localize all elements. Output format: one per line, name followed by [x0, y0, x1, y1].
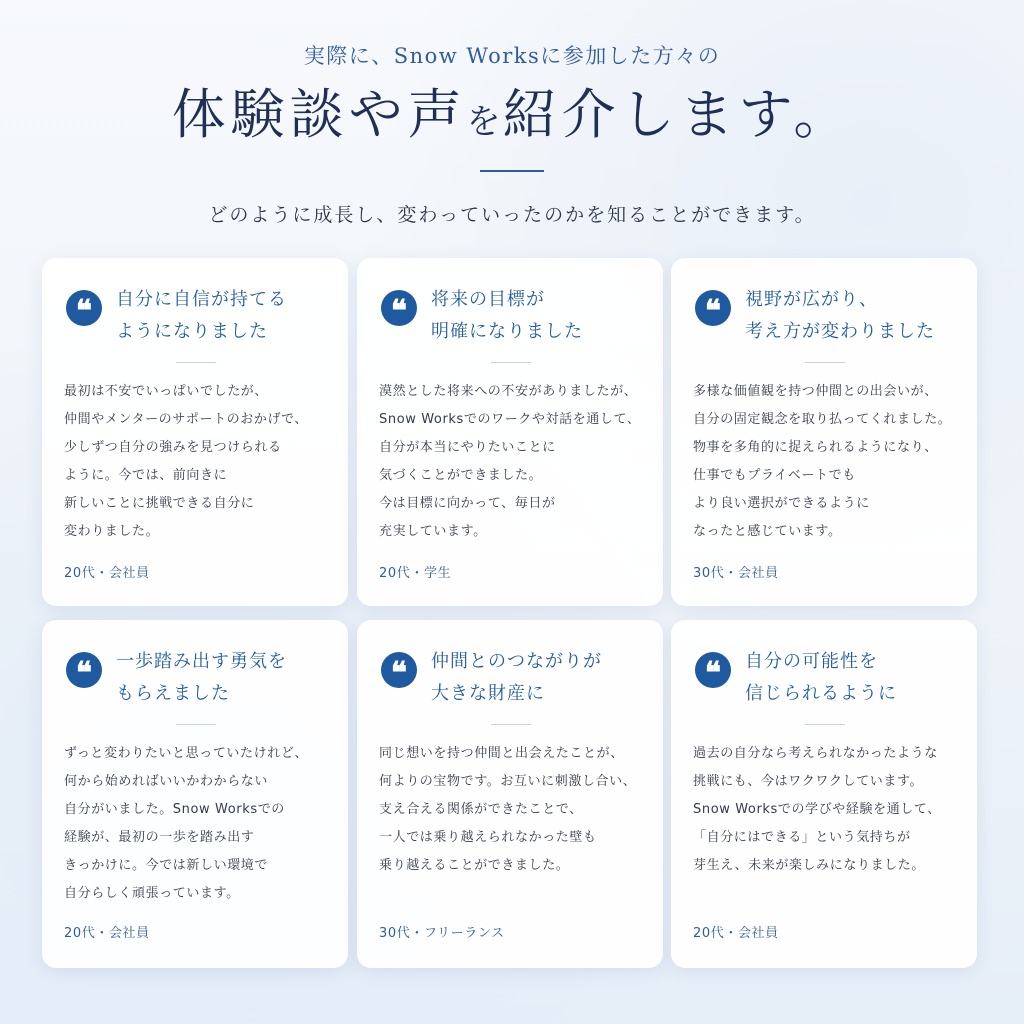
- card-body-line: 何よりの宝物です。お互いに刺激し合い、: [379, 774, 637, 789]
- card-body-line: 何から始めればいいかわからない: [64, 774, 269, 789]
- card-body-line: 過去の自分なら考えられなかったような: [693, 746, 938, 761]
- card-body-line: 自分の固定観念を取り払ってくれました。: [693, 412, 952, 427]
- card-body: [379, 740, 661, 880]
- card-body-line: 「自分にはできる」という気持ちが: [693, 830, 911, 845]
- card-body-line: 自分が本当にやりたいことに: [379, 440, 556, 455]
- card-title: [116, 646, 342, 710]
- card-body-line: なったと感じています。: [693, 524, 842, 539]
- card-body: [693, 740, 975, 880]
- quote-icon: ❝: [381, 652, 417, 688]
- card-title-line: 一歩踏み出す勇気を: [116, 651, 287, 672]
- card-body-line: 充実しています。: [379, 524, 487, 539]
- card-title-line: 視野が広がり、: [745, 289, 878, 310]
- card-body: [64, 740, 346, 908]
- card-body-line: 漠然とした将来への不安がありましたが、: [379, 384, 638, 399]
- card-body-line: Snow Worksでのワークや対話を通して、: [379, 412, 641, 427]
- card-body-line: 気づくことができました。: [379, 468, 543, 483]
- card-body-line: きっかけに。今では新しい環境で: [64, 858, 269, 873]
- card-attribution: 20代・学生: [379, 566, 452, 581]
- card-body-line: Snow Worksでの学びや経験を通して、: [693, 802, 941, 817]
- card-title: [745, 284, 971, 348]
- card-attribution: 20代・会社員: [64, 926, 150, 941]
- quote-icon: ❝: [66, 290, 102, 326]
- card-body-line: 芽生え、未来が楽しみになりました。: [693, 858, 925, 873]
- card-title-line: ようになりました: [116, 321, 268, 342]
- card-body-line: 挑戦にも、今はワクワクしています。: [693, 774, 924, 789]
- card-divider: [805, 724, 845, 725]
- testimonial-card-5: [357, 620, 663, 968]
- card-body-line: 自分がいました。Snow Worksでの: [64, 802, 285, 817]
- card-body-line: ずっと変わりたいと思っていたけれど、: [64, 746, 309, 761]
- card-title-line: 自分の可能性を: [745, 651, 878, 672]
- card-body-line: 仲間やメンターのサポートのおかげで、: [64, 412, 309, 427]
- lead-text: 実際に、Snow Worksに参加した方々の: [303, 44, 721, 68]
- card-title: [431, 284, 657, 348]
- card-title-line: もらえました: [116, 683, 230, 704]
- testimonial-card-1: [42, 258, 348, 606]
- card-divider: [176, 724, 216, 725]
- card-divider: [176, 362, 216, 363]
- quote-icon: ❝: [695, 290, 731, 326]
- card-title-line: 信じられるように: [745, 683, 897, 704]
- testimonial-card-6: [671, 620, 977, 968]
- card-title-line: 大きな財産に: [431, 683, 545, 704]
- card-body-line: ように。今では、前向きに: [64, 468, 228, 483]
- card-body-line: 同じ想いを持つ仲間と出会えたことが、: [379, 746, 624, 761]
- card-body-line: 最初は不安でいっぱいでしたが、: [64, 384, 269, 399]
- card-body-line: 少しずつ自分の強みを見つけられる: [64, 440, 282, 455]
- quote-icon: ❝: [381, 290, 417, 326]
- card-body: [693, 378, 975, 546]
- title-part-2: 紹介します。: [502, 83, 853, 146]
- card-body-line: 乗り越えることができました。: [379, 858, 570, 873]
- card-title-line: 考え方が変わりました: [745, 321, 935, 342]
- card-body-line: 一人では乗り越えられなかった壁も: [379, 830, 597, 845]
- card-body: [64, 378, 346, 546]
- title-particle: を: [466, 102, 503, 142]
- testimonial-card-4: [42, 620, 348, 968]
- card-title-line: 仲間とのつながりが: [431, 651, 602, 672]
- card-attribution: 20代・会社員: [64, 566, 150, 581]
- page-title: [0, 80, 1024, 157]
- card-body-line: 支え合える関係ができたことで、: [379, 802, 583, 817]
- card-attribution: 30代・会社員: [693, 566, 779, 581]
- card-divider: [805, 362, 845, 363]
- card-body-line: 自分らしく頑張っています。: [64, 886, 240, 901]
- card-title: [431, 646, 657, 710]
- card-body-line: 多様な価値観を持つ仲間との出会いが、: [693, 384, 938, 399]
- card-attribution: 20代・会社員: [693, 926, 779, 941]
- card-title: [116, 284, 342, 348]
- testimonial-card-3: [671, 258, 977, 606]
- card-title: [745, 646, 971, 710]
- card-body-line: より良い選択ができるように: [693, 496, 870, 511]
- card-body-line: 仕事でもプライベートでも: [693, 468, 856, 483]
- card-body-line: 今は目標に向かって、毎日が: [379, 496, 556, 511]
- title-divider: [480, 170, 544, 172]
- card-body-line: 経験が、最初の一歩を踏み出す: [64, 830, 255, 845]
- card-body: [379, 378, 661, 546]
- card-body-line: 新しいことに挑戦できる自分に: [64, 496, 255, 511]
- card-divider: [491, 362, 531, 363]
- title-part-1: 体験談や声: [171, 83, 467, 146]
- card-title-line: 自分に自信が持てる: [116, 289, 287, 310]
- page-subtitle: どのように成長し、変わっていったのかを知ることができます。: [208, 204, 816, 226]
- quote-icon: ❝: [695, 652, 731, 688]
- card-divider: [491, 724, 531, 725]
- quote-icon: ❝: [66, 652, 102, 688]
- testimonial-card-2: [357, 258, 663, 606]
- card-title-line: 将来の目標が: [431, 289, 545, 310]
- card-title-line: 明確になりました: [431, 321, 583, 342]
- card-body-line: 変わりました。: [64, 524, 160, 539]
- card-body-line: 物事を多角的に捉えられるようになり、: [693, 440, 938, 455]
- card-attribution: 30代・フリーランス: [379, 926, 505, 941]
